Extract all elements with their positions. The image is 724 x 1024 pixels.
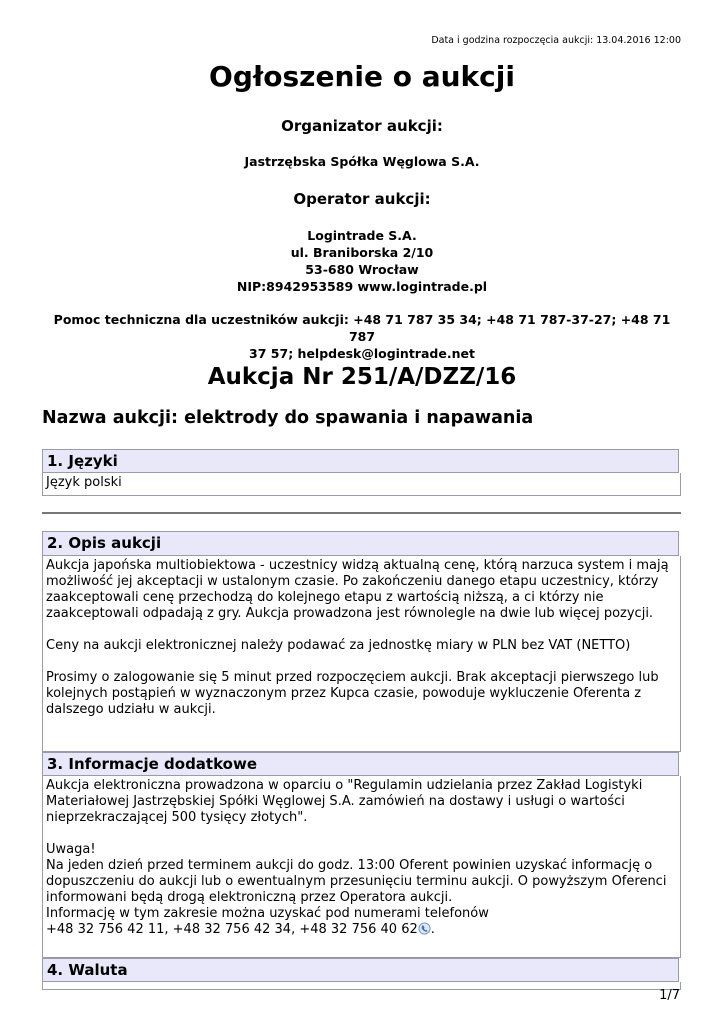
operator-heading: Operator aukcji: [293,190,431,208]
operator-nip-website: NIP:8942953589 www.logintrade.pl [236,279,488,294]
description-paragraph [46,558,677,622]
text-line: dopuszczeniu do aukcji lub o ewentualnym przesunięciu terminu aukcji. O powyższym Oferenci [46,874,667,889]
additional-paragraph [46,778,677,826]
text-line: Aukcja japońska multiobiektowa - uczestnicy widzą aktualną cenę, którą narzuca system i mają [46,558,669,573]
section-languages-header: 1. Języki [42,449,679,473]
support-line: Pomoc techniczna dla uczestników aukcji: +48 71 787 35 34; +48 71 787-37-27; +48 71 787 [53,312,671,344]
operator-street: ul. Braniborska 2/10 [290,245,434,260]
text-line: zaakceptowali cenę przechodzą do kolejnego etapu z wartością niższą, a ci którzy nie [46,590,604,605]
page-number: 1/7 [659,988,680,1003]
text-line: kolejnych postąpień w wyznaczonym przez Kupca czasie, powoduje wykluczenie Oferenta z [46,686,642,701]
section-currency-header: 4. Waluta [42,958,679,982]
text-line: informowani będą drogą elektroniczną przez Operatora aukcji. [46,890,453,905]
organizer-heading: Organizator aukcji: [281,117,443,135]
section-languages-body [42,473,681,496]
text-line: Informację w tym zakresie można uzyskać pod numerami telefonów [46,906,489,921]
text-line: zaakceptowali odpadają z gry. Aukcja prowadzona jest równolegle na dwie lub więcej pozycji. [46,606,654,621]
languages-value: Język polski [46,475,122,490]
operator-details [0,227,724,295]
auction-number: Aukcja Nr 251/A/DZZ/16 [207,364,517,390]
technical-support [42,311,682,362]
section-description-header: 2. Opis aukcji [42,531,679,556]
text-line: Na jeden dzień przed terminem aukcji do godz. 13:00 Oferent powinien uzyskać informację o [46,858,653,873]
text-line: nieprzekraczającej 500 tysięcy złotych". [46,810,308,825]
section-currency-body [42,982,681,990]
operator-name: Logintrade S.A. [307,228,417,243]
auction-start-datetime: Data i godzina rozpoczęcia aukcji: 13.04.2016 12:00 [431,35,681,46]
text-line: dalszego udziału w aukcji. [46,702,216,717]
section-additional-body [42,776,681,958]
text-line: możliwość jej akceptacji w ustalonym czasie. Po zakończeniu danego etapu uczestnicy, którzy [46,574,659,589]
section-description-body [42,556,681,752]
text-line: Materiałowej Jastrzębskiej Spółki Węglowej S.A. zamówień na dostawy i usługi o wartości [46,794,625,809]
section-divider [42,512,681,514]
auction-name: Nazwa aukcji: elektrody do spawania i napawania [42,408,534,428]
additional-paragraph [46,842,677,938]
text-line: Aukcja elektroniczna prowadzona w oparciu o "Regulamin udzielania przez Zakład Logistyki [46,778,643,793]
text-line: Ceny na aukcji elektronicznej należy podawać za jednostkę miary w PLN bez VAT (NETTO) [46,638,631,653]
section-additional-header: 3. Informacje dodatkowe [42,752,679,776]
description-paragraph [46,638,677,654]
phone-numbers[interactable]: +48 32 756 42 11, +48 32 756 42 34, +48 32 756 40 62 [46,922,418,937]
description-paragraph [46,670,677,718]
text-line: Uwaga! [46,842,96,857]
phone-numbers-tail: . [430,922,435,937]
page-title: Ogłoszenie o aukcji [209,60,515,93]
text-line: Prosimy o zalogowanie się 5 minut przed rozpoczęciem aukcji. Brak akceptacji pierwszego lub [46,670,659,685]
support-line: 37 57; helpdesk@logintrade.net [249,346,475,361]
phone-numbers-line [46,922,677,938]
operator-city: 53-680 Wrocław [305,262,419,277]
organizer-name: Jastrzębska Spółka Węglowa S.A. [244,154,480,169]
phone-icon[interactable] [418,922,431,935]
